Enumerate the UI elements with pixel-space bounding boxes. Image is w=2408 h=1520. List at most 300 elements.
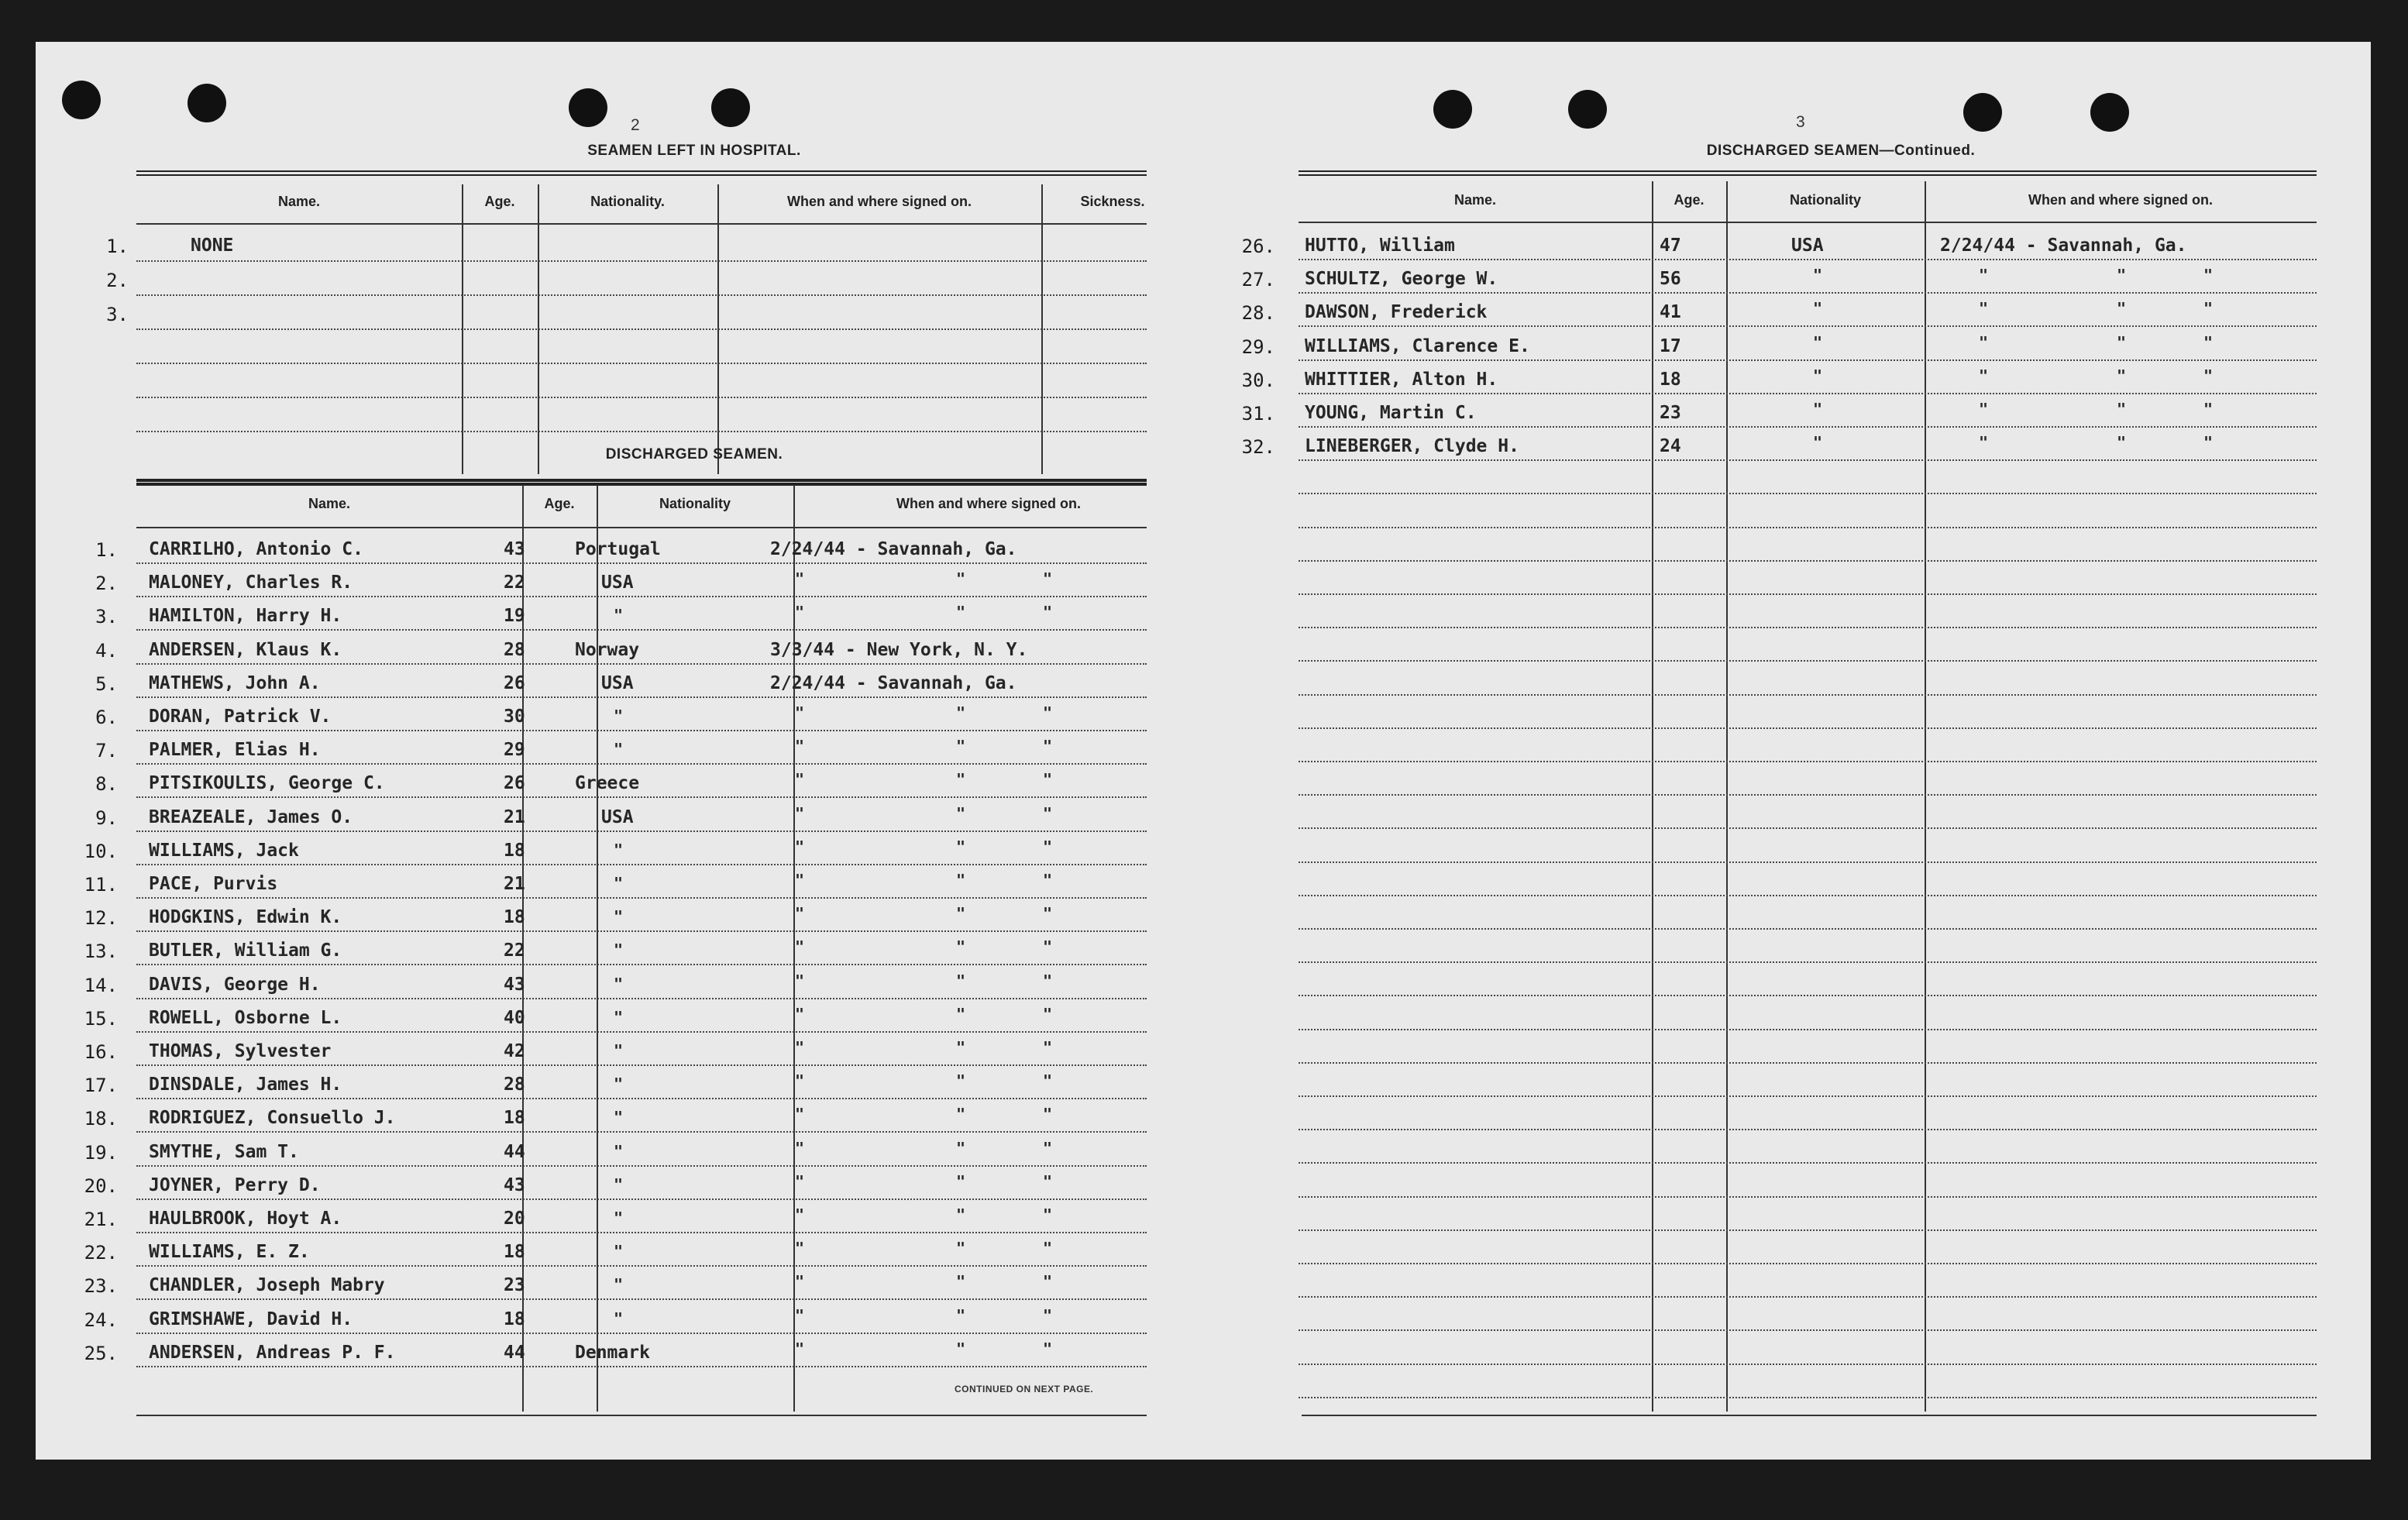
discharged-section-title: DISCHARGED SEAMEN. [605, 446, 783, 463]
discharged-row-nationality: Norway [575, 640, 640, 660]
discharged-col-divider [597, 485, 598, 1412]
hospital-row-name: NONE [191, 236, 234, 256]
discharged-row-nationality: " [614, 1175, 624, 1194]
discharged-row-name: HODGKINS, Edwin K. [149, 907, 342, 927]
discharged-row-signed-ditto: " [1043, 971, 1053, 990]
discharged-row-name: SMYTHE, Sam T. [149, 1142, 299, 1162]
continued-blank-line [1299, 1062, 2317, 1064]
discharged-row-number: 17. [84, 1075, 118, 1096]
hospital-header-rule [136, 223, 1147, 225]
continued-blank-line [1299, 928, 2317, 930]
hospital-row-number: 2. [106, 270, 129, 291]
continued-row-name: WHITTIER, Alton H. [1305, 370, 1498, 390]
hospital-col-name: Name. [277, 194, 321, 209]
continued-row-line [1299, 259, 2317, 260]
discharged-row-line [136, 964, 1147, 965]
discharged-row-signed-ditto: " [1043, 1038, 1053, 1057]
discharged-row-signed-ditto: " [1043, 937, 1053, 956]
continued-blank-line [1299, 1229, 2317, 1231]
discharged-row-nationality: " [614, 606, 624, 624]
continued-row-signed-ditto: " [2117, 433, 2127, 452]
discharged-row-signed-ditto: " [956, 569, 966, 588]
continued-row-nationality: " [1813, 433, 1823, 452]
continued-row-signed-ditto: " [1979, 366, 1989, 385]
discharged-row-signed-ditto: " [795, 1172, 805, 1191]
discharged-row-nationality: " [614, 1209, 624, 1227]
hospital-col-sickness: Sickness. [1080, 194, 1145, 209]
discharged-row-nationality: " [614, 1275, 624, 1294]
continued-blank-line [1299, 861, 2317, 863]
discharged-row-signed-ditto: " [795, 1306, 805, 1325]
discharged-row-line [136, 696, 1147, 698]
punch-hole [711, 88, 750, 127]
right-col-signed: When and where signed on. [2028, 192, 2214, 208]
discharged-row-age: 29 [504, 740, 525, 760]
discharged-row-signed-ditto: " [795, 1339, 805, 1358]
discharged-row-line [136, 763, 1147, 765]
right-col-nationality: Nationality [1789, 192, 1861, 208]
continued-row-name: LINEBERGER, Clyde H. [1305, 436, 1519, 456]
discharged-row-signed-ditto: " [956, 971, 966, 990]
discharged-row-number: 24. [84, 1309, 118, 1331]
discharged-row-age: 18 [504, 907, 525, 927]
discharged-row-nationality: " [614, 1142, 624, 1161]
discharged-row-age: 44 [504, 1343, 525, 1363]
discharged-row-number: 1. [95, 539, 118, 561]
continued-row-line [1299, 393, 2317, 394]
discharged-row-nationality: Greece [575, 773, 640, 793]
discharged-row-number: 15. [84, 1008, 118, 1030]
discharged-row-signed-ditto: " [956, 1239, 966, 1257]
discharged-row-nationality: " [614, 1041, 624, 1060]
discharged-row-line [136, 1265, 1147, 1267]
hospital-row-number: 1. [106, 236, 129, 257]
continued-row-signed-ditto: " [2203, 266, 2214, 284]
discharged-row-age: 28 [504, 1075, 525, 1095]
discharged-row-line [136, 1031, 1147, 1033]
punch-hole [1568, 90, 1607, 129]
continued-row-nationality: " [1813, 299, 1823, 318]
continued-row-signed: 2/24/44 - Savannah, Ga. [1940, 236, 2187, 256]
continued-row-signed-ditto: " [2203, 366, 2214, 385]
discharged-row-age: 43 [504, 975, 525, 995]
discharged-row-age: 21 [504, 807, 525, 827]
discharged-row-signed-ditto: " [1043, 737, 1053, 755]
discharged-row-nationality: " [614, 975, 624, 993]
continued-row-nationality: " [1813, 400, 1823, 418]
discharged-row-line [136, 1298, 1147, 1300]
discharged-row-line [136, 1232, 1147, 1233]
discharged-row-number: 10. [84, 841, 118, 862]
continued-row-signed-ditto: " [2117, 266, 2127, 284]
discharged-row-nationality: Denmark [575, 1343, 650, 1363]
discharged-row-line [136, 1333, 1147, 1334]
continued-row-signed-ditto: " [2203, 400, 2214, 418]
continued-row-number: 30. [1241, 370, 1275, 391]
discharged-row-signed-ditto: " [795, 904, 805, 923]
discharged-row-signed-ditto: " [1043, 1205, 1053, 1224]
discharged-row-number: 2. [95, 573, 118, 594]
continued-row-nationality: " [1813, 366, 1823, 385]
discharged-row-name: JOYNER, Perry D. [149, 1175, 321, 1195]
discharged-row-number: 13. [84, 941, 118, 962]
discharged-row-name: CARRILHO, Antonio C. [149, 539, 363, 559]
discharged-row-signed-ditto: " [1043, 904, 1053, 923]
continued-blank-line [1299, 1364, 2317, 1365]
discharged-row-line [136, 1131, 1147, 1133]
discharged-row-name: DORAN, Patrick V. [149, 707, 332, 727]
continued-row-line [1299, 325, 2317, 327]
continued-row-signed-ditto: " [2203, 333, 2214, 352]
right-header-double-rule [1299, 170, 2317, 176]
continued-row-age: 23 [1660, 403, 1681, 423]
discharged-row-signed-ditto: " [956, 837, 966, 856]
continued-row-signed-ditto: " [2117, 366, 2127, 385]
continued-row-number: 32. [1241, 436, 1275, 458]
discharged-row-signed-ditto: " [956, 1205, 966, 1224]
continued-row-signed-ditto: " [1979, 433, 1989, 452]
discharged-row-nationality: " [614, 740, 624, 758]
discharged-row-line [136, 864, 1147, 865]
discharged-row-number: 11. [84, 874, 118, 896]
right-col-divider [1652, 181, 1653, 1412]
discharged-row-age: 18 [504, 1309, 525, 1329]
discharged-row-name: HAULBROOK, Hoyt A. [149, 1209, 342, 1229]
continued-blank-line [1299, 895, 2317, 896]
discharged-row-age: 26 [504, 773, 525, 793]
discharged-row-age: 26 [504, 673, 525, 693]
discharged-row-signed-ditto: " [1043, 1306, 1053, 1325]
discharged-row-signed-ditto: " [795, 1239, 805, 1257]
continued-blank-line [1299, 560, 2317, 562]
discharged-row-line [136, 562, 1147, 564]
hospital-col-age: Age. [484, 194, 515, 209]
hospital-row-line [136, 260, 1147, 262]
discharged-row-line [136, 596, 1147, 597]
discharged-row-signed-ditto: " [795, 1005, 805, 1023]
discharged-row-signed-ditto: " [1043, 1071, 1053, 1090]
punch-hole [1963, 93, 2002, 132]
discharged-row-line [136, 930, 1147, 932]
discharged-row-signed-ditto: " [956, 770, 966, 789]
discharged-row-name: WILLIAMS, E. Z. [149, 1242, 310, 1262]
continued-blank-line [1299, 1296, 2317, 1298]
discharged-row-signed-ditto: " [795, 871, 805, 889]
discharged-col-age: Age. [544, 496, 575, 511]
continued-row-signed-ditto: " [2117, 299, 2127, 318]
continued-row-line [1299, 292, 2317, 294]
discharged-row-signed-ditto: " [795, 837, 805, 856]
discharged-row-age: 44 [504, 1142, 525, 1162]
discharged-row-line [136, 1198, 1147, 1200]
discharged-row-number: 4. [95, 640, 118, 662]
right-header-rule [1299, 222, 2317, 223]
discharged-row-signed-ditto: " [956, 1272, 966, 1291]
discharged-row-line [136, 1064, 1147, 1066]
discharged-row-signed-ditto: " [795, 569, 805, 588]
continued-row-age: 18 [1660, 370, 1681, 390]
discharged-row-signed-ditto: " [1043, 1005, 1053, 1023]
continued-row-line [1299, 359, 2317, 361]
discharged-row-line [136, 998, 1147, 999]
discharged-row-signed-ditto: " [956, 1038, 966, 1057]
document-sheet [36, 42, 2371, 1460]
discharged-row-signed-ditto: " [795, 1071, 805, 1090]
discharged-row-number: 12. [84, 907, 118, 929]
discharged-row-signed-ditto: " [795, 971, 805, 990]
discharged-row-age: 40 [504, 1008, 525, 1028]
discharged-row-signed-ditto: " [1043, 603, 1053, 621]
page-number-left: 2 [631, 116, 640, 134]
discharged-row-signed-ditto: " [1043, 1239, 1053, 1257]
discharged-row-line [136, 897, 1147, 899]
continued-blank-line [1299, 995, 2317, 996]
discharged-row-signed-ditto: " [1043, 569, 1053, 588]
continued-blank-line [1299, 1196, 2317, 1198]
discharged-row-age: 18 [504, 1242, 525, 1262]
continued-row-name: SCHULTZ, George W. [1305, 269, 1498, 289]
discharged-row-signed-ditto: " [956, 1339, 966, 1358]
discharged-row-signed-ditto: " [795, 1105, 805, 1123]
discharged-row-signed-ditto: " [956, 1306, 966, 1325]
discharged-row-age: 28 [504, 640, 525, 660]
discharged-row-age: 18 [504, 1108, 525, 1128]
header-double-rule [136, 170, 1147, 176]
continued-blank-line [1299, 1329, 2317, 1331]
discharged-row-line [136, 796, 1147, 798]
continued-row-age: 24 [1660, 436, 1681, 456]
discharged-row-signed-ditto: " [795, 937, 805, 956]
discharged-row-age: 43 [504, 1175, 525, 1195]
discharged-row-signed-ditto: " [1043, 804, 1053, 823]
discharged-row-number: 9. [95, 807, 118, 829]
continued-row-name: YOUNG, Martin C. [1305, 403, 1477, 423]
discharged-row-name: MATHEWS, John A. [149, 673, 321, 693]
discharged-row-signed: 2/24/44 - Savannah, Ga. [770, 539, 1017, 559]
discharged-row-age: 23 [504, 1275, 525, 1295]
discharged-header-rule [136, 527, 1147, 528]
discharged-row-name: BREAZEALE, James O. [149, 807, 353, 827]
punch-hole [2090, 93, 2129, 132]
discharged-row-nationality: " [614, 1309, 624, 1328]
discharged-row-name: WILLIAMS, Jack [149, 841, 299, 861]
discharged-row-signed-ditto: " [795, 804, 805, 823]
discharged-row-signed-ditto: " [1043, 703, 1053, 722]
discharged-row-number: 20. [84, 1175, 118, 1197]
discharged-col-nationality: Nationality [659, 496, 731, 511]
continued-row-number: 31. [1241, 403, 1275, 425]
discharged-row-name: MALONEY, Charles R. [149, 573, 353, 593]
continued-row-signed-ditto: " [1979, 400, 1989, 418]
discharged-row-signed-ditto: " [1043, 871, 1053, 889]
discharged-row-age: 18 [504, 841, 525, 861]
right-col-name: Name. [1453, 192, 1497, 208]
continued-row-name: WILLIAMS, Clarence E. [1305, 336, 1530, 356]
continued-blank-line [1299, 660, 2317, 662]
discharged-row-name: DAVIS, George H. [149, 975, 321, 995]
discharged-col-signed: When and where signed on. [896, 496, 1082, 511]
right-col-divider [1925, 181, 1926, 1412]
discharged-row-signed-ditto: " [956, 703, 966, 722]
discharged-row-signed: 3/3/44 - New York, N. Y. [770, 640, 1028, 660]
discharged-row-line [136, 663, 1147, 665]
continued-row-number: 27. [1241, 269, 1275, 291]
discharged-row-signed-ditto: " [956, 737, 966, 755]
discharged-row-name: GRIMSHAWE, David H. [149, 1309, 353, 1329]
discharged-row-line [136, 730, 1147, 731]
continued-row-name: DAWSON, Frederick [1305, 302, 1488, 322]
discharged-row-nationality: " [614, 1008, 624, 1027]
punch-hole [187, 84, 226, 122]
discharged-row-age: 22 [504, 573, 525, 593]
discharged-row-line [136, 629, 1147, 631]
discharged-row-number: 7. [95, 740, 118, 762]
continued-row-signed-ditto: " [1979, 266, 1989, 284]
discharged-row-number: 21. [84, 1209, 118, 1230]
discharged-row-signed-ditto: " [795, 1205, 805, 1224]
continued-section-title: DISCHARGED SEAMEN—Continued. [1706, 143, 1976, 159]
discharged-row-nationality: " [614, 707, 624, 725]
continued-blank-line [1299, 1397, 2317, 1398]
continued-blank-line [1299, 694, 2317, 696]
discharged-row-age: 22 [504, 941, 525, 961]
discharged-row-nationality: " [614, 841, 624, 859]
discharged-row-nationality: USA [601, 807, 634, 827]
discharged-row-nationality: " [614, 941, 624, 959]
punch-hole [569, 88, 607, 127]
continued-blank-line [1299, 1263, 2317, 1264]
hospital-row-line [136, 328, 1147, 330]
continued-blank-line [1299, 493, 2317, 494]
discharged-row-number: 22. [84, 1242, 118, 1264]
discharged-row-line [136, 1366, 1147, 1367]
discharged-row-signed-ditto: " [1043, 1139, 1053, 1157]
page-number-right: 3 [1796, 113, 1805, 131]
discharged-row-signed-ditto: " [956, 937, 966, 956]
discharged-row-signed-ditto: " [795, 603, 805, 621]
discharged-row-signed-ditto: " [795, 770, 805, 789]
hospital-col-signed: When and where signed on. [786, 194, 972, 209]
discharged-row-age: 30 [504, 707, 525, 727]
continued-row-age: 47 [1660, 236, 1681, 256]
discharged-row-signed-ditto: " [956, 804, 966, 823]
continued-row-nationality: " [1813, 333, 1823, 352]
discharged-row-signed-ditto: " [956, 603, 966, 621]
discharged-row-number: 6. [95, 707, 118, 728]
discharged-row-number: 19. [84, 1142, 118, 1164]
discharged-row-line [136, 1165, 1147, 1167]
discharged-row-nationality: " [614, 1242, 624, 1260]
continued-footer: CONTINUED ON NEXT PAGE. [955, 1384, 1094, 1394]
discharged-row-name: CHANDLER, Joseph Mabry [149, 1275, 385, 1295]
discharged-row-number: 18. [84, 1108, 118, 1130]
discharged-row-number: 5. [95, 673, 118, 695]
discharged-row-signed-ditto: " [795, 1272, 805, 1291]
discharged-row-age: 43 [504, 539, 525, 559]
hospital-row-line [136, 431, 1147, 432]
continued-blank-line [1299, 593, 2317, 595]
continued-blank-line [1299, 794, 2317, 796]
continued-row-age: 56 [1660, 269, 1681, 289]
punch-hole [62, 81, 101, 119]
discharged-row-name: ROWELL, Osborne L. [149, 1008, 342, 1028]
discharged-row-signed-ditto: " [956, 904, 966, 923]
discharged-row-signed-ditto: " [1043, 1339, 1053, 1358]
discharged-bottom-rule [136, 1415, 1147, 1416]
hospital-col-nationality: Nationality. [590, 194, 665, 209]
discharged-row-signed: 2/24/44 - Savannah, Ga. [770, 673, 1017, 693]
continued-blank-line [1299, 1162, 2317, 1164]
discharged-row-number: 25. [84, 1343, 118, 1364]
discharged-row-signed-ditto: " [1043, 1172, 1053, 1191]
discharged-row-name: BUTLER, William G. [149, 941, 342, 961]
discharged-row-nationality: " [614, 907, 624, 926]
continued-row-number: 29. [1241, 336, 1275, 358]
discharged-row-signed-ditto: " [1043, 770, 1053, 789]
discharged-row-name: PACE, Purvis [149, 874, 278, 894]
continued-blank-line [1299, 761, 2317, 762]
discharged-col-name: Name. [308, 496, 351, 511]
continued-row-nationality: " [1813, 266, 1823, 284]
right-col-age: Age. [1674, 192, 1705, 208]
discharged-row-number: 3. [95, 606, 118, 628]
discharged-row-signed-ditto: " [795, 737, 805, 755]
discharged-row-line [136, 830, 1147, 832]
continued-row-age: 41 [1660, 302, 1681, 322]
discharged-row-signed-ditto: " [956, 1172, 966, 1191]
continued-blank-line [1299, 727, 2317, 729]
discharged-row-signed-ditto: " [956, 1071, 966, 1090]
right-col-divider [1726, 181, 1728, 1412]
continued-row-signed-ditto: " [2117, 400, 2127, 418]
continued-blank-line [1299, 527, 2317, 528]
discharged-row-signed-ditto: " [795, 703, 805, 722]
discharged-row-age: 19 [504, 606, 525, 626]
discharged-row-nationality: " [614, 1075, 624, 1093]
discharged-row-signed-ditto: " [956, 871, 966, 889]
discharged-row-name: RODRIGUEZ, Consuello J. [149, 1108, 396, 1128]
continued-row-age: 17 [1660, 336, 1681, 356]
continued-row-number: 26. [1241, 236, 1275, 257]
continued-blank-line [1299, 827, 2317, 829]
discharged-row-signed-ditto: " [956, 1105, 966, 1123]
hospital-section-title: SEAMEN LEFT IN HOSPITAL. [587, 143, 801, 159]
discharged-row-number: 8. [95, 773, 118, 795]
punch-hole [1433, 90, 1472, 129]
hospital-row-line [136, 397, 1147, 398]
discharged-row-name: ANDERSEN, Klaus K. [149, 640, 342, 660]
discharged-row-name: PITSIKOULIS, George C. [149, 773, 385, 793]
discharged-row-signed-ditto: " [1043, 1272, 1053, 1291]
discharged-row-signed-ditto: " [956, 1139, 966, 1157]
discharged-row-signed-ditto: " [956, 1005, 966, 1023]
continued-row-line [1299, 459, 2317, 461]
hospital-row-line [136, 294, 1147, 296]
continued-blank-line [1299, 627, 2317, 628]
continued-blank-line [1299, 1129, 2317, 1130]
discharged-row-signed-ditto: " [1043, 837, 1053, 856]
right-bottom-rule [1302, 1415, 2317, 1416]
continued-row-signed-ditto: " [2117, 333, 2127, 352]
continued-row-signed-ditto: " [2203, 433, 2214, 452]
discharged-row-name: PALMER, Elias H. [149, 740, 321, 760]
discharged-row-nationality: Portugal [575, 539, 661, 559]
continued-row-signed-ditto: " [1979, 333, 1989, 352]
continued-row-name: HUTTO, William [1305, 236, 1455, 256]
discharged-row-number: 16. [84, 1041, 118, 1063]
discharged-row-number: 14. [84, 975, 118, 996]
continued-blank-line [1299, 1029, 2317, 1030]
